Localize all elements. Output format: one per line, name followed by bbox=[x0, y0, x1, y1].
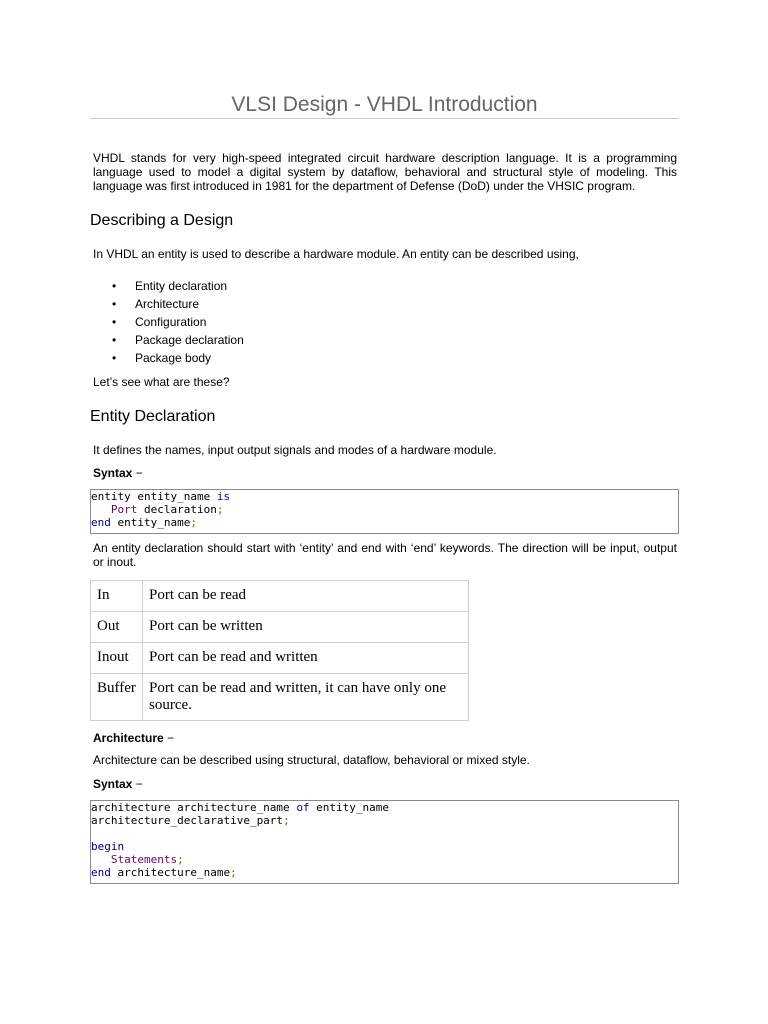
mode-cell: Buffer bbox=[91, 674, 143, 721]
entity-text: It defines the names, input output signals and modes of a hardware module. bbox=[93, 443, 497, 457]
entity-code-block bbox=[90, 489, 679, 534]
code-line: end entity_name; bbox=[91, 516, 197, 529]
entity-heading: Entity Declaration bbox=[90, 408, 216, 425]
architecture-label bbox=[93, 731, 174, 745]
page-title: VLSI Design - VHDL Introduction bbox=[231, 93, 538, 116]
mode-cell: Out bbox=[91, 612, 143, 643]
list-item: • Configuration bbox=[93, 315, 244, 333]
desc-cell: Port can be read and written bbox=[143, 643, 469, 674]
describing-heading: Describing a Design bbox=[90, 212, 234, 229]
list-item: • Package body bbox=[93, 351, 244, 369]
mode-cell: In bbox=[91, 581, 143, 612]
code-line bbox=[91, 827, 678, 840]
architecture-text: Architecture can be described using structural, dataflow, behavioral or mixed style. bbox=[93, 753, 530, 767]
desc-cell: Port can be read bbox=[143, 581, 469, 612]
code-line: end architecture_name; bbox=[91, 866, 237, 879]
table-row bbox=[91, 612, 469, 643]
table-row bbox=[91, 581, 469, 612]
desc-cell: Port can be read and written, it can have only one source. bbox=[143, 674, 469, 721]
port-modes-table bbox=[90, 580, 469, 721]
code-line: architecture architecture_name of entity_name bbox=[91, 801, 390, 814]
architecture-syntax-label bbox=[93, 777, 143, 791]
syntax-dash: − bbox=[132, 466, 143, 480]
code-line: begin bbox=[91, 840, 125, 853]
list-item: • Entity declaration bbox=[93, 279, 244, 297]
entity-description-list bbox=[93, 279, 244, 369]
desc-cell: Port can be written bbox=[143, 612, 469, 643]
intro-paragraph: VHDL stands for very high-speed integrated circuit hardware description language. It is a programming language used to model a digital system by dataflow, behavioral and structural style of modeling. This language was first introduced in 1981 for the department of Defense (DoD) under the VHSIC program. bbox=[93, 151, 677, 193]
code-line: Port declaration; bbox=[110, 503, 224, 516]
list-item: • Architecture bbox=[93, 297, 244, 315]
syntax-dash: − bbox=[132, 777, 143, 791]
architecture-dash: − bbox=[163, 731, 175, 745]
code-line: Statements; bbox=[110, 853, 184, 866]
syntax-label-bold: Syntax bbox=[93, 466, 133, 480]
architecture-label-bold: Architecture bbox=[93, 731, 164, 745]
entity-syntax-label bbox=[93, 466, 143, 480]
code-line: architecture_declarative_part; bbox=[91, 814, 290, 827]
entity-after-text: An entity declaration should start with ‘entity’ and end with ‘end’ keywords. The direction will be input, output or inout. bbox=[93, 541, 677, 569]
describing-text: In VHDL an entity is used to describe a hardware module. An entity can be described using, bbox=[93, 247, 579, 261]
followup-text: Let’s see what are these? bbox=[93, 375, 230, 389]
table-row bbox=[91, 674, 469, 721]
table-row bbox=[91, 643, 469, 674]
architecture-code-block bbox=[90, 800, 679, 884]
title-divider bbox=[90, 118, 679, 119]
mode-cell: Inout bbox=[91, 643, 143, 674]
syntax-label-bold: Syntax bbox=[93, 777, 133, 791]
list-item: • Package declaration bbox=[93, 333, 244, 351]
code-line: entity entity_name is bbox=[91, 490, 231, 503]
